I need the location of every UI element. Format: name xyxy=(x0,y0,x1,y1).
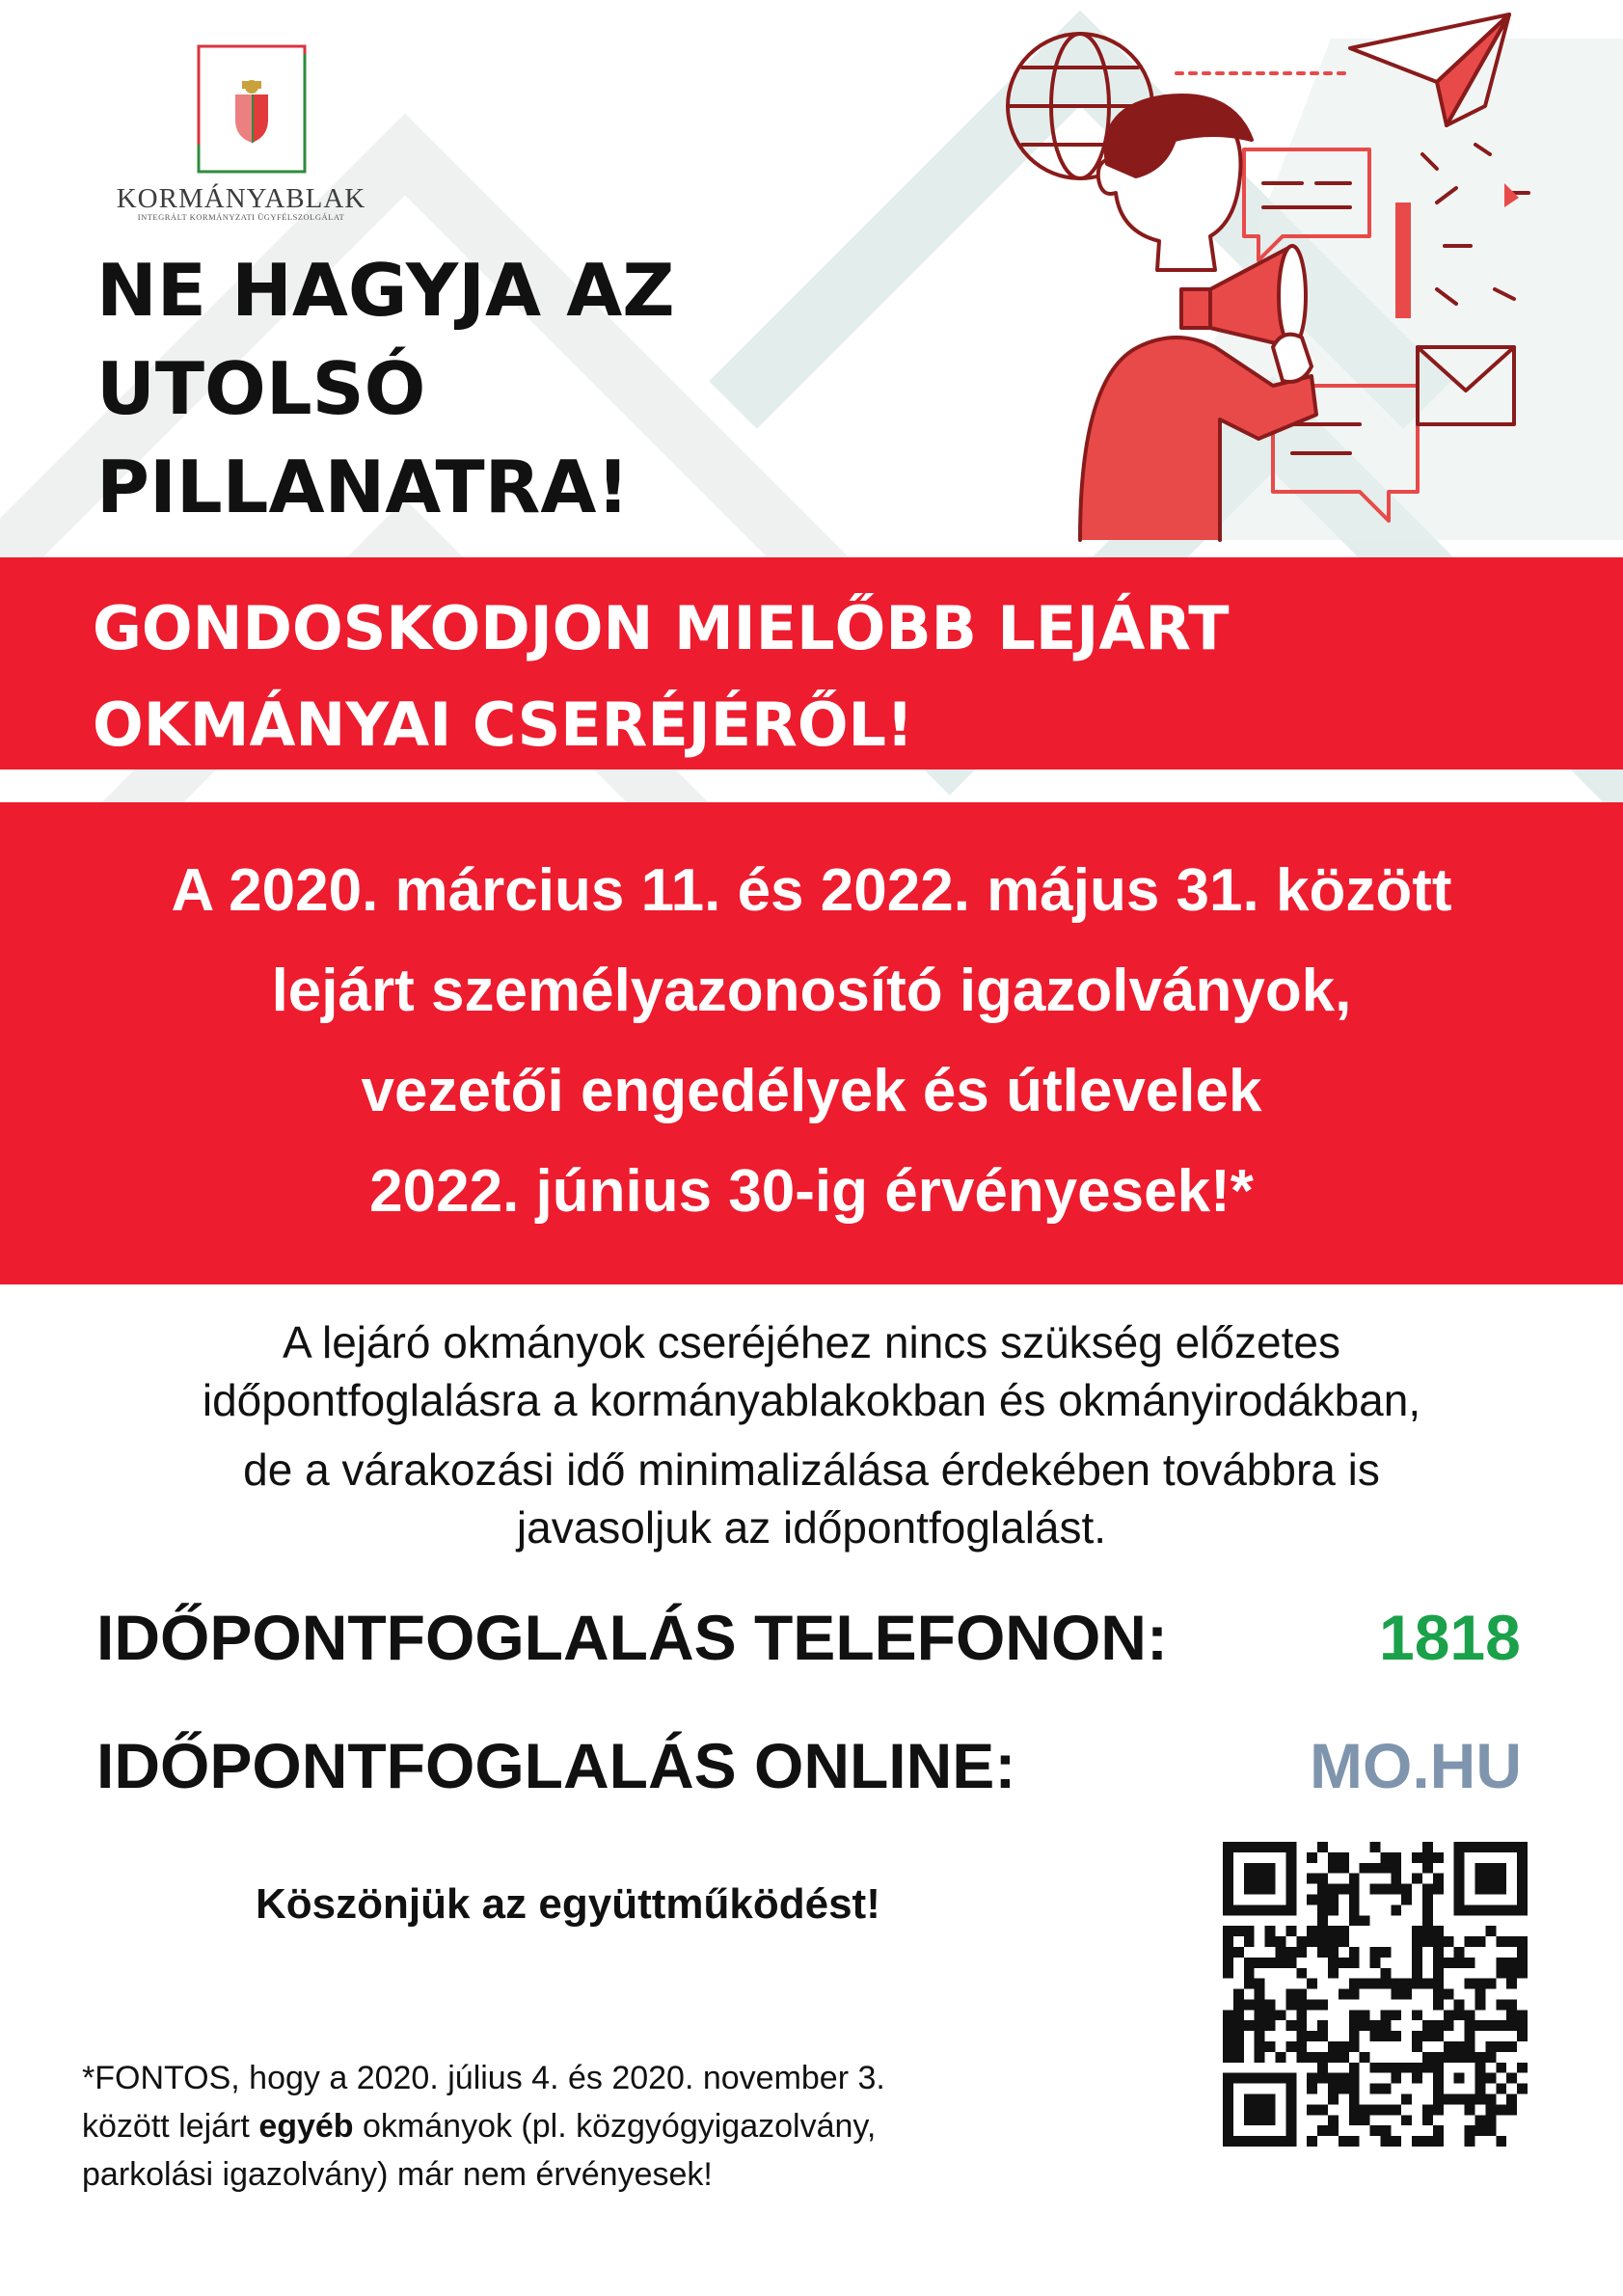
banner-validity-line-1: A 2020. március 11. és 2022. május 31. között xyxy=(171,857,1452,924)
booking-phone-label: IDŐPONTFOGLALÁS TELEFONON: xyxy=(96,1602,1168,1673)
booking-online-link[interactable]: MO.HU xyxy=(1310,1730,1522,1801)
qr-code-icon[interactable] xyxy=(1223,1842,1528,2147)
logo-subtitle: INTEGRÁLT KORMÁNYZATI ÜGYFÉLSZOLGÁLAT xyxy=(137,212,345,222)
banner-validity-line-2: lejárt személyazonosító igazolványok, xyxy=(271,958,1352,1024)
footnote xyxy=(82,2054,1191,2199)
info-line-4: javasoljuk az időpontfoglalást. xyxy=(516,1502,1107,1553)
banner-validity-line-3: vezetői engedélyek és útlevelek xyxy=(361,1058,1262,1124)
paper-plane-icon xyxy=(1350,14,1509,125)
banner-validity-text xyxy=(0,841,1623,1242)
headline-line-2: UTOLSÓ xyxy=(96,346,426,431)
footnote-line-2-start: között lejárt xyxy=(82,2108,259,2145)
megaphone-illustration xyxy=(984,0,1562,550)
banner-primary-line-1: GONDOSKODJON MIELŐBB LEJÁRT xyxy=(93,593,1230,663)
banner-validity xyxy=(0,802,1623,1284)
info-line-2: időpontfoglalásra a kormányablakokban és okmányirodákban, xyxy=(202,1375,1421,1425)
banner-primary-line-2: OKMÁNYAI CSERÉJÉRŐL! xyxy=(93,689,914,760)
headline xyxy=(96,241,771,536)
headline-line-1: NE HAGYJA AZ xyxy=(96,248,675,333)
footnote-line-1: *FONTOS, hogy a 2020. július 4. és 2020. november 3. xyxy=(82,2060,885,2096)
footnote-emphasis: egyéb xyxy=(258,2108,354,2145)
info-line-3: de a várakozási idő minimalizálása érdekében továbbra is xyxy=(243,1445,1380,1495)
footnote-line-2-end: okmányok (pl. közgyógyigazolvány, xyxy=(353,2108,877,2145)
headline-line-3: PILLANATRA! xyxy=(96,445,630,529)
booking-phone-number[interactable]: 1818 xyxy=(1379,1602,1521,1673)
footnote-line-2 xyxy=(82,2102,1191,2150)
thanks-text: Köszönjük az együttműködést! xyxy=(256,1880,880,1928)
booking-online-label: IDŐPONTFOGLALÁS ONLINE: xyxy=(96,1730,1016,1801)
info-paragraph xyxy=(0,1313,1623,1556)
banner-primary-text xyxy=(93,581,1230,773)
footnote-line-3: parkolási igazolvány) már nem érvényesek! xyxy=(82,2156,713,2193)
logo-name: KORMÁNYABLAK xyxy=(116,183,366,214)
banner-validity-line-4: 2022. június 30-ig érvényesek!* xyxy=(369,1158,1254,1225)
info-line-1: A lejáró okmányok cseréjéhez nincs szükség előzetes xyxy=(283,1317,1340,1367)
banner-primary xyxy=(0,557,1623,770)
